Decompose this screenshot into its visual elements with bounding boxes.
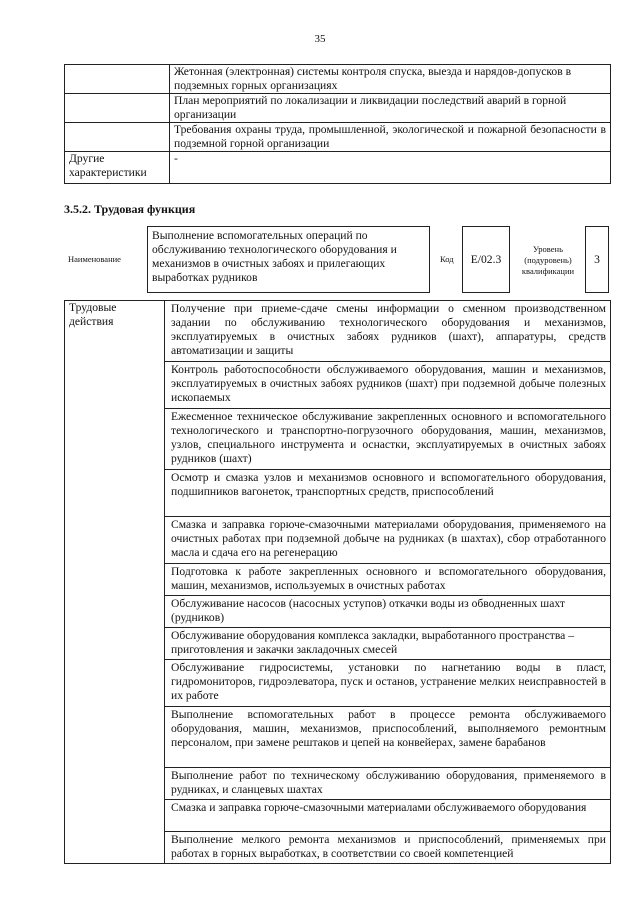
action-item: Обслуживание гидросистемы, установки по нагнетанию воды в пласт, гидромониторов, гидроэлеватора, пуск и останов, устранение мелких неисправностей в их работе	[165, 660, 611, 707]
knowledge-table	[64, 64, 611, 184]
table-row	[65, 123, 611, 152]
action-item: Подготовка к работе закрепленных основного и вспомогательного оборудования, машин, механизмов, используемых в очистных работах	[165, 564, 611, 596]
other-characteristics-value: -	[170, 152, 611, 184]
row-label	[65, 94, 170, 123]
action-item: Смазка и заправка горюче-смазочными материалами обслуживаемого оборудования	[165, 800, 611, 832]
table-row	[65, 65, 611, 94]
name-label: Наименование	[68, 254, 121, 264]
level-value-box: 3	[585, 226, 609, 293]
action-item: Выполнение вспомогательных работ в процессе ремонта обслуживаемого оборудования, машин, механизмов, приспособлений, выполняемого ремонтным персоналом, при замене рештаков и цепей на конвейерах, замене барабанов	[165, 707, 611, 768]
action-item: Контроль работоспособности обслуживаемого оборудования, машин и механизмов, эксплуатируемых в очистных забоях рудников (шахт) при подземной добыче полезных ископаемых	[165, 362, 611, 409]
labor-actions-label: Трудовые действия	[65, 301, 165, 864]
row-text: Требования охраны труда, промышленной, экологической и пожарной безопасности в подземной горной организации	[170, 123, 611, 152]
page-number: 35	[314, 33, 326, 45]
table-row	[65, 152, 611, 184]
row-text: Жетонная (электронная) системы контроля спуска, выезда и нарядов-допусков в подземных горных организациях	[170, 65, 611, 94]
code-value-box: E/02.3	[462, 226, 510, 293]
table-row	[65, 301, 611, 362]
action-item: Выполнение работ по техническому обслуживанию оборудования, применяемого в рудниках, и сланцевых шахтах	[165, 768, 611, 800]
row-text: План мероприятий по локализации и ликвидации последствий аварий в горной организации	[170, 94, 611, 123]
action-item: Обслуживание насосов (насосных уступов) откачки воды из обводненных шахт (рудников)	[165, 596, 611, 628]
section-heading: 3.5.2. Трудовая функция	[64, 202, 196, 216]
code-label: Код	[440, 254, 454, 264]
row-label	[65, 123, 170, 152]
action-item: Выполнение мелкого ремонта механизмов и приспособлений, применяемых при работах в горных выработках, в соответствии со своей компетенцией	[165, 832, 611, 864]
level-label: Уровень (подуровень) квалификации	[521, 244, 575, 276]
row-label	[65, 65, 170, 94]
action-item: Обслуживание оборудования комплекса закладки, выработанного пространства – приготовления и закачки закладочных смесей	[165, 628, 611, 660]
table-row	[65, 94, 611, 123]
action-item: Осмотр и смазка узлов и механизмов основного и вспомогательного оборудования, подшипников вагонеток, транспортных средств, приспособлений	[165, 470, 611, 517]
other-characteristics-label: Другие характеристики	[65, 152, 170, 184]
action-item: Получение при приеме-сдаче смены информации о сменном производственном задании по обслуживанию технологического оборудования и механизмов, эксплуатируемых в очистных забоях рудников (шахт), аппаратуры, средств автоматизации и защиты	[165, 301, 611, 362]
action-item: Смазка и заправка горюче-смазочными материалами оборудования, применяемого на очистных работах при подземной добыче на рудниках (в шахтах), сбор отработанного масла и сдача его на регенерацию	[165, 517, 611, 564]
action-item: Ежесменное техническое обслуживание закрепленных основного и вспомогательного технологического и транспортно-погрузочного оборудования, машин, механизмов, узлов, специального инструмента и оснастки, эксплуатируемых в очистных забоях рудников (шахт)	[165, 409, 611, 470]
function-name-box: Выполнение вспомогательных операций по обслуживанию технологического оборудования и механизмов в очистных забоях и прилегающих выработках рудников	[147, 226, 430, 293]
labor-actions-table	[64, 300, 611, 864]
